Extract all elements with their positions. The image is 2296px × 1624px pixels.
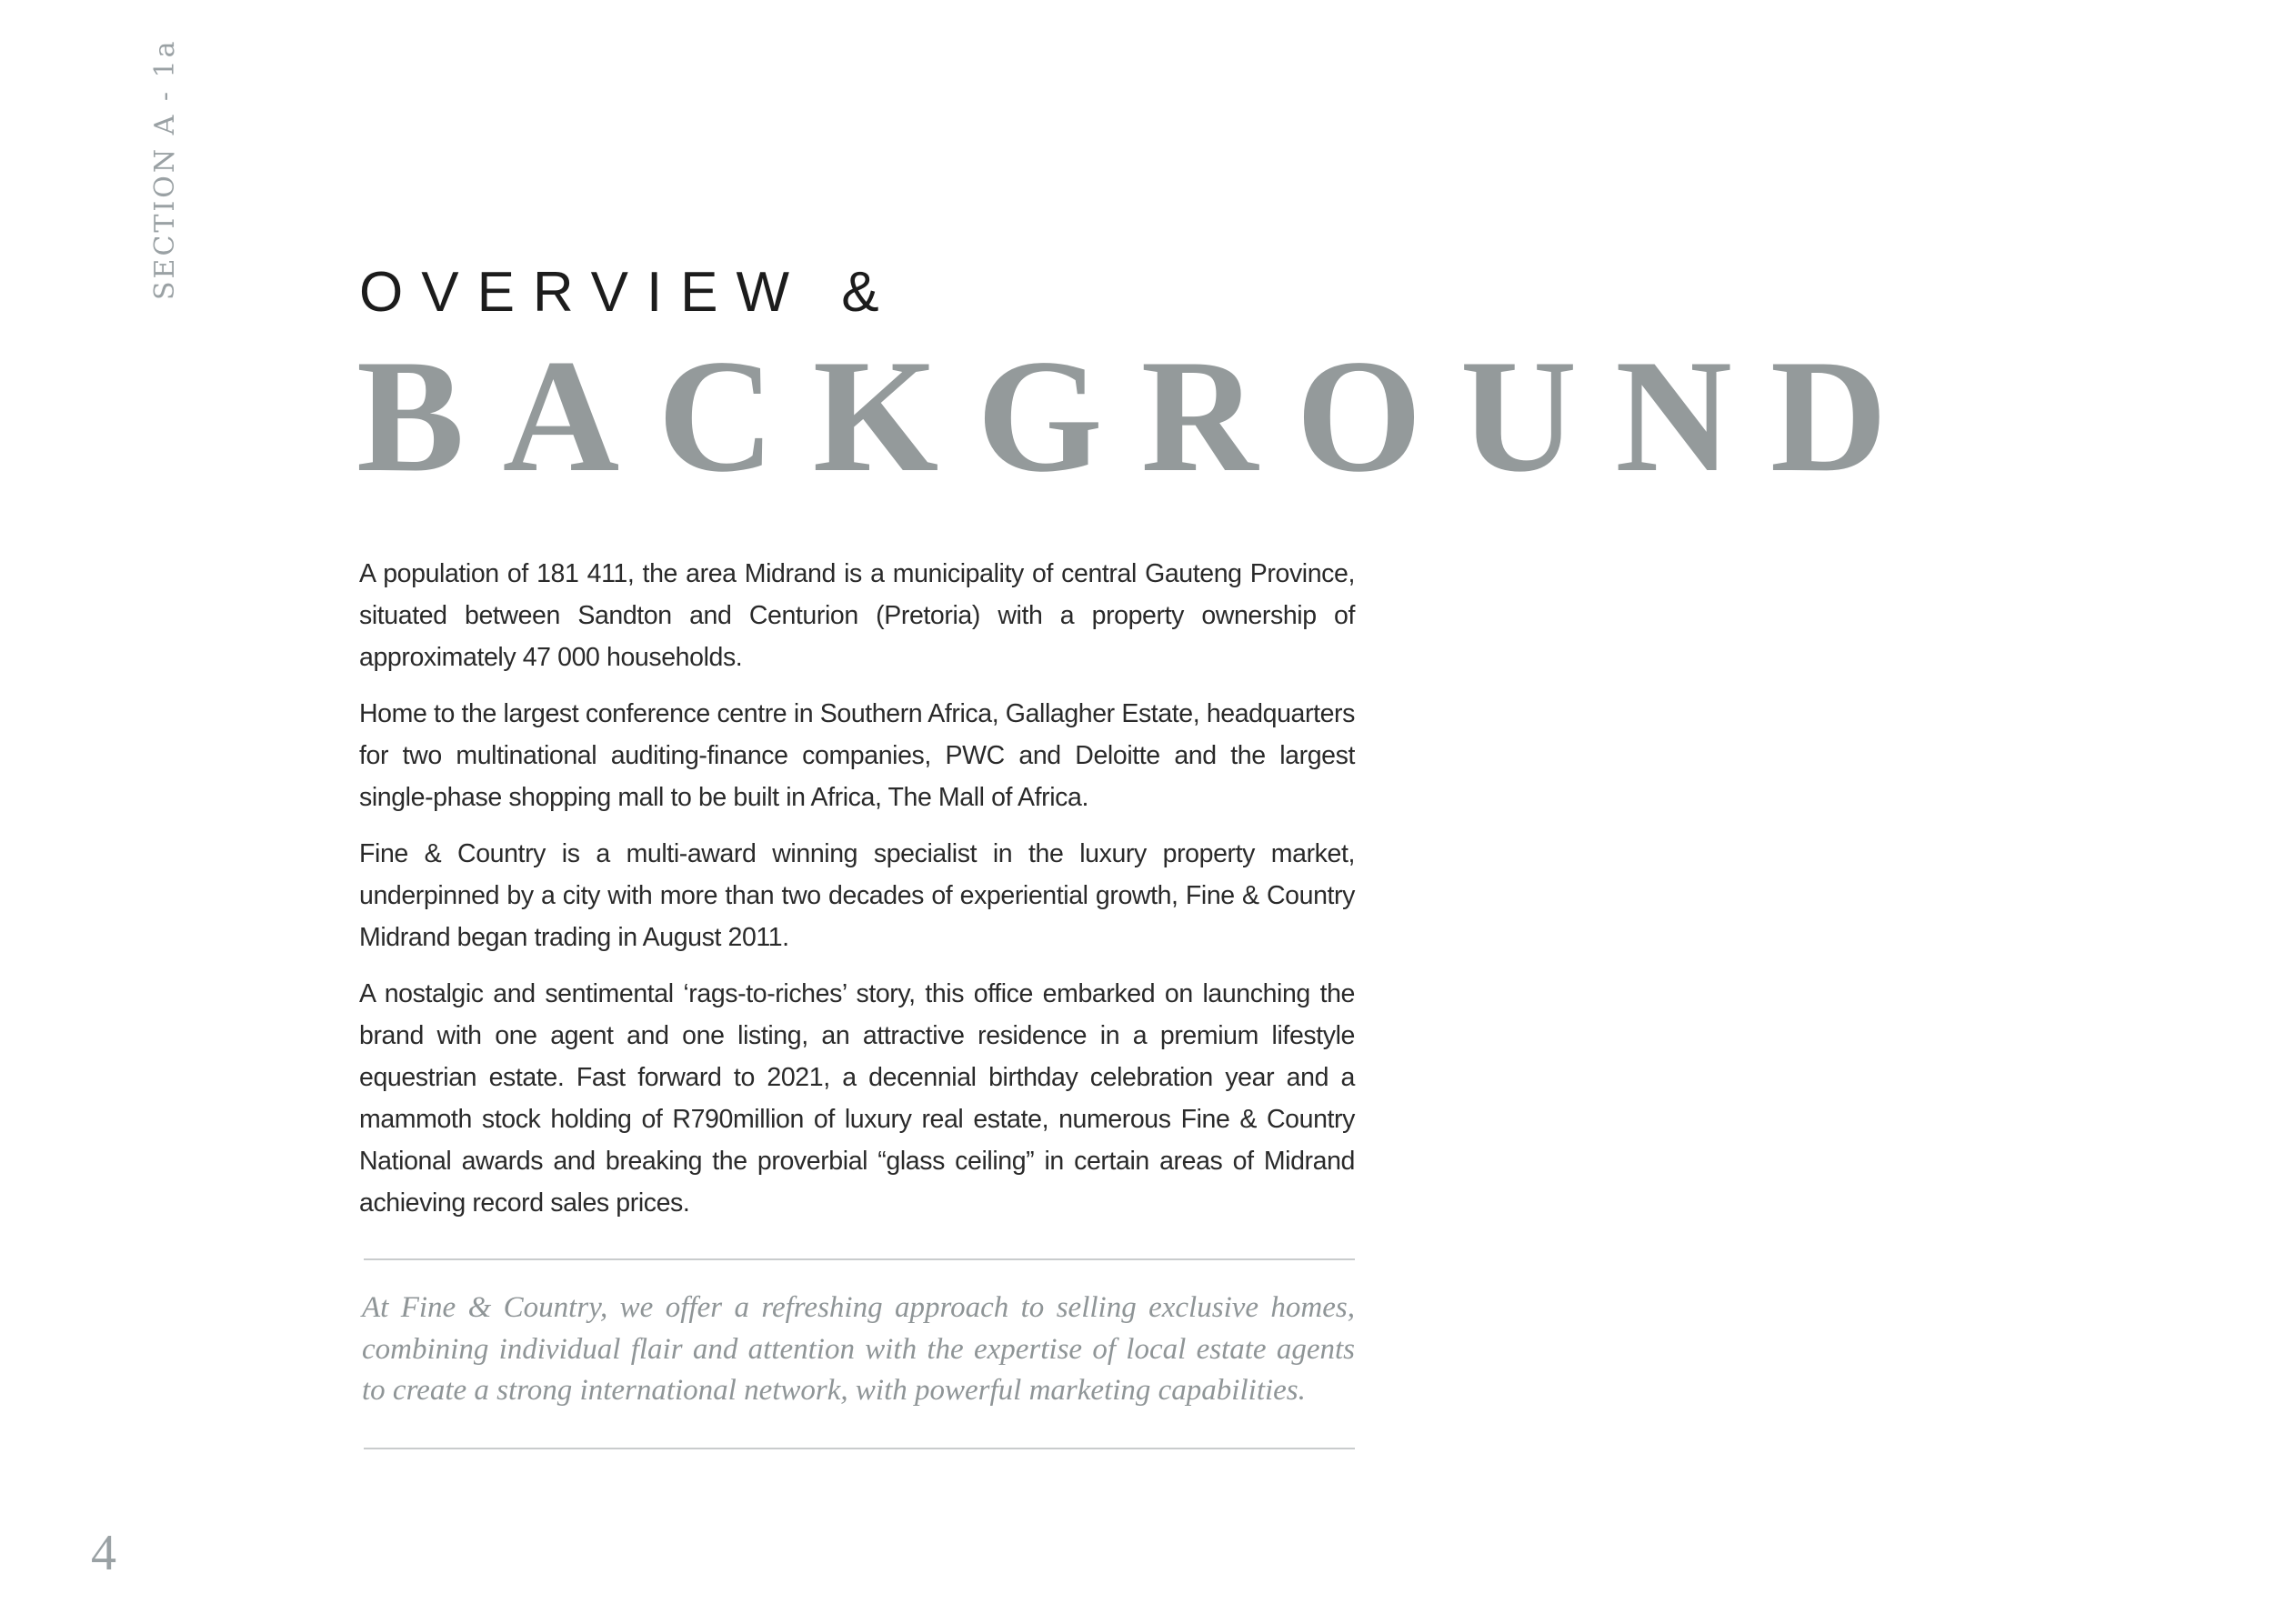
page-number: 4 <box>91 1525 116 1581</box>
paragraph-rags-to-riches: A nostalgic and sentimental ‘rags-to-riches’ story, this office embarked on launching the brand with one agent and one listing, an attractive residence in a premium lifestyle equestrian estate. Fast forward to 2021, a decennial birthday celebration year and a mammoth stock holding of R790million of luxury real estate, numerous Fine & Country National awards and breaking the proverbial “glass ceiling” in certain areas of Midrand achieving record sales prices. <box>359 979 1355 1218</box>
paragraph-conference-centre: Home to the largest conference centre in Southern Africa, Gallagher Estate, headquarters for two multinational auditing-finance companies, PWC and Deloitte and the largest single-phase shopping mall to be built in Africa, The Mall of Africa. <box>359 699 1355 812</box>
paragraph-fine-country: Fine & Country is a multi-award winning specialist in the luxury property market, underpinned by a city with more than two decades of experiential growth, Fine & Country Midrand began trading in August 2011. <box>359 839 1355 952</box>
heading-background: BACKGROUND <box>356 326 1926 506</box>
section-label: SECTION A - 1a <box>149 38 181 300</box>
paragraph-population: A population of 181 411, the area Midrand is a municipality of central Gauteng Province, situated between Sandton and Centurion (Pretoria) with a property ownership of approximately 47 000 households. <box>359 559 1355 672</box>
quote-divider-top <box>364 1258 1355 1260</box>
heading-overview: OVERVIEW & <box>359 261 897 324</box>
quote-divider-bottom <box>364 1448 1355 1449</box>
body-text <box>359 553 1355 1238</box>
pull-quote: At Fine & Country, we offer a refreshing approach to selling exclusive homes, combining individual flair and attention with the expertise of local estate agents to create a strong international network, with powerful marketing capabilities. <box>362 1291 1355 1407</box>
